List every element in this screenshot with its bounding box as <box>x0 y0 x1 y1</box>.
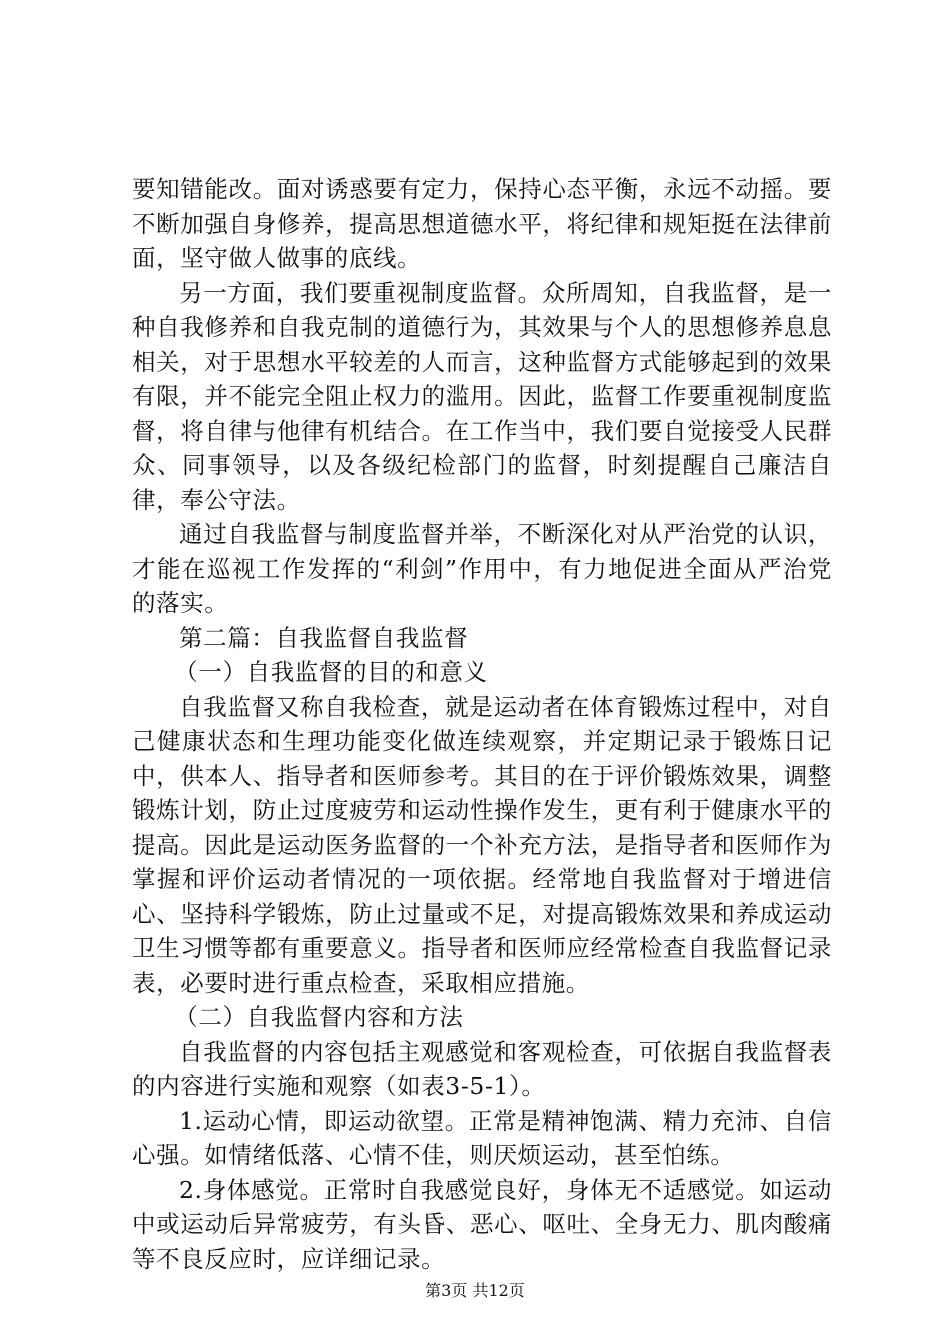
subsection-title-purpose: （一）自我监督的目的和意义 <box>174 658 488 686</box>
paragraph-purpose: 自我监督又称自我检查，就是运动者在体育锻炼过程中，对自己健康状态和生理功能变化做连续观察，并定期记录于锻炼日记中，供本人、指导者和医师参考。其目的在于评价锻炼效果，调整锻炼计划，防止过度疲劳和运动性操作发生，更有利于健康水平的提高。因此是运动医务监督的一个补充方法，是指导者和医师作为掌握和评价运动者情况的一项依据。经常地自我监督对于增进信心、坚持科学锻炼，防止过量或不足，对提高锻炼效果和养成运动卫生习惯等都有重要意义。指导者和医师应经常检查自我监督记录表，必要时进行重点检查，采取相应措施。 <box>132 692 832 997</box>
section-title: 第二篇：自我监督自我监督 <box>179 623 469 652</box>
paragraph-methods: 自我监督的内容包括主观感觉和客观检查，可依据自我监督表的内容进行实施和观察（如表3-5-1）。 <box>132 1037 832 1100</box>
list-item-body-feeling: 2.身体感觉。正常时自我感觉良好，身体无不适感觉。如运动中或运动后异常疲劳，有头昏、恶心、呕吐、全身无力、肌肉酸痛等不良反应时，应详细记录。 <box>132 1175 832 1273</box>
paragraph-system-supervision: 另一方面，我们要重视制度监督。众所周知，自我监督，是一种自我修养和自我克制的道德行为，其效果与个人的思想修养息息相关，对于思想水平较差的人而言，这种监督方式能够起到的效果有限，并不能完全阻止权力的滥用。因此，监督工作要重视制度监督，将自律与他律有机结合。在工作当中，我们要自觉接受人民群众、同事领导，以及各级纪检部门的监督，时刻提醒自己廉洁自律，奉公守法。 <box>132 278 832 514</box>
paragraph-conclusion: 通过自我监督与制度监督并举，不断深化对从严治党的认识，才能在巡视工作发挥的“利剑”作用中，有力地促进全面从严治党的落实。 <box>132 520 832 617</box>
subsection-title-methods: （二）自我监督内容和方法 <box>174 1003 464 1031</box>
paragraph-continuation: 要知错能改。面对诱惑要有定力，保持心态平衡，永远不动摇。要不断加强自身修养，提高思想道德水平，将纪律和规矩挺在法律前面，坚守做人做事的底线。 <box>132 175 832 272</box>
list-item-mood: 1.运动心情，即运动欲望。正常是精神饱满、精力充沛、自信心强。如情绪低落、心情不佳，则厌烦运动，甚至怕练。 <box>132 1106 832 1169</box>
document-body <box>132 172 832 1276</box>
page-footer: 第3页 共12页 <box>425 1281 525 1300</box>
